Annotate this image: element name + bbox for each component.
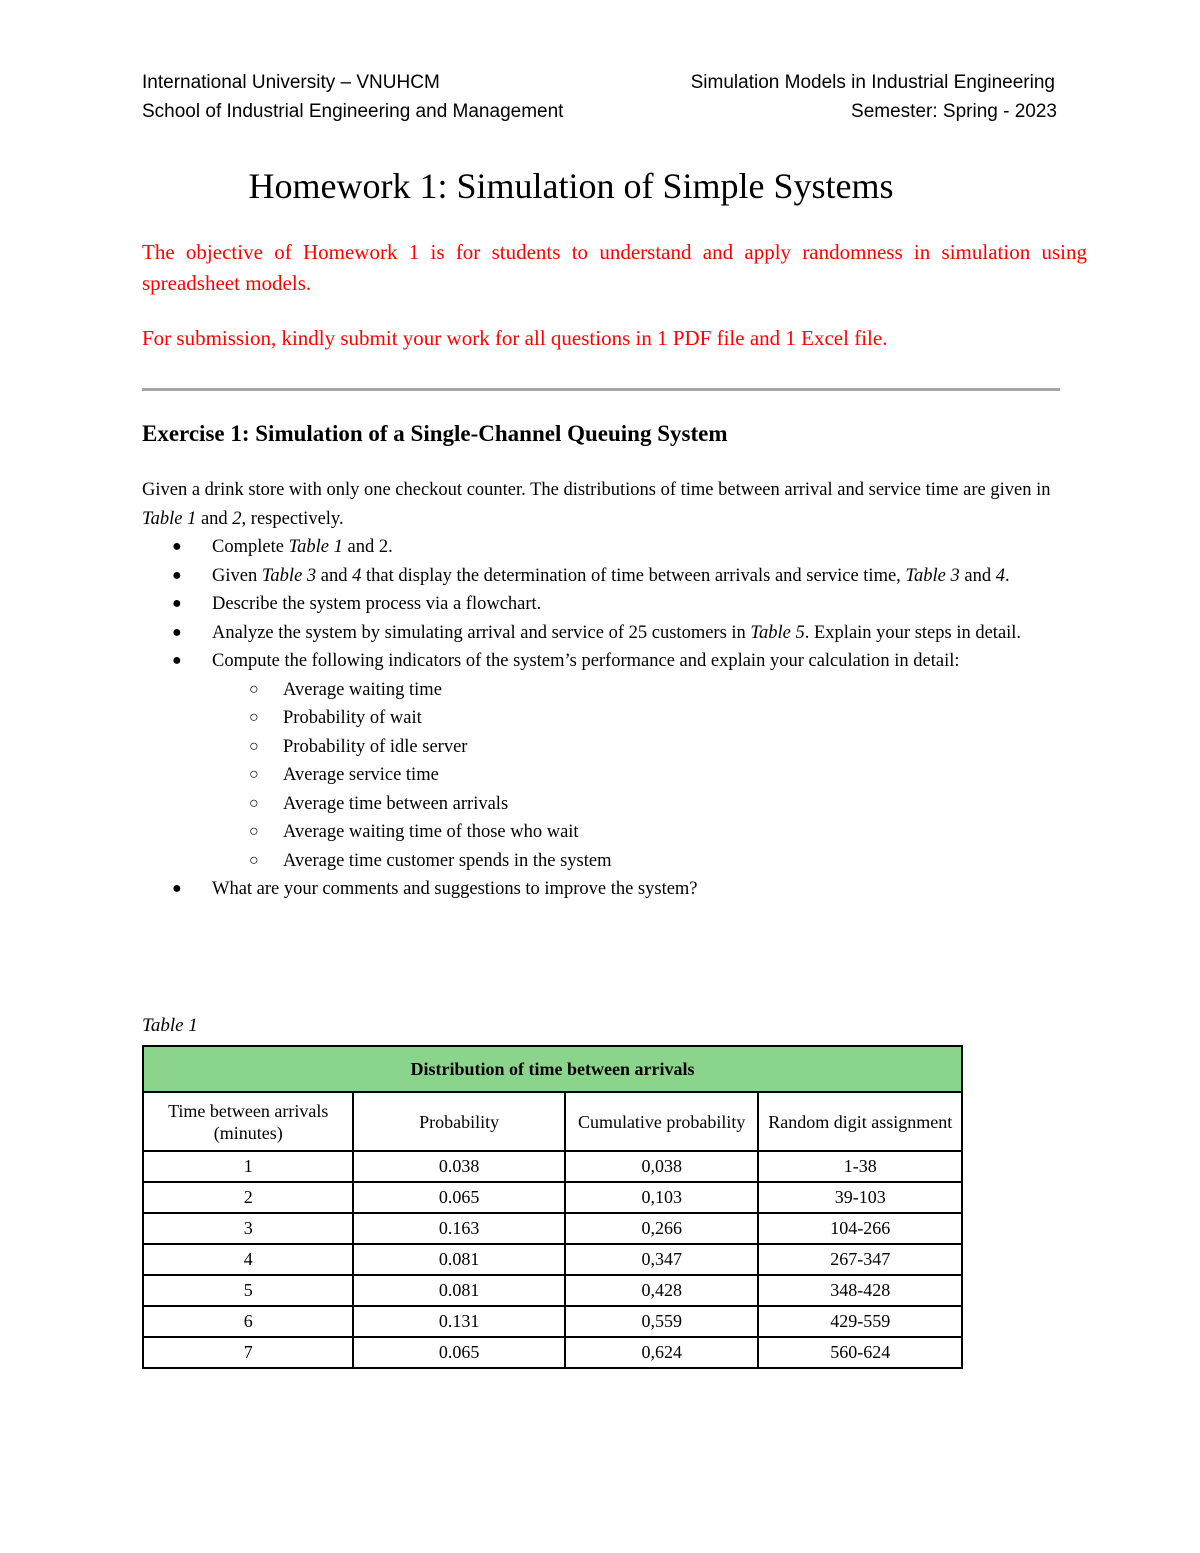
table-cell: 1 [143, 1151, 353, 1182]
table-cell: 4 [143, 1244, 353, 1275]
header-semester: Semester: Spring - 2023 [851, 101, 1057, 122]
table-cell: 429-559 [758, 1306, 962, 1337]
task-list [142, 533, 1057, 904]
indicator-item [142, 761, 1057, 790]
intro-table-ref-1: Table 1 [142, 508, 197, 529]
indicator-text: Average time customer spends in the system [283, 850, 612, 871]
indicator-text: Probability of wait [283, 708, 422, 728]
table-cell: 7 [143, 1337, 353, 1368]
table-row [143, 1306, 962, 1337]
bullet-circle-icon: ○ [249, 737, 259, 755]
indicator-text: Average service time [283, 765, 439, 785]
column-header: Probability [353, 1092, 564, 1151]
bullet-dot-icon: ● [172, 538, 182, 555]
table-cell: 0.038 [353, 1151, 564, 1182]
indicator-text: Average waiting time [283, 679, 442, 700]
task-table-ref: 4 [995, 565, 1005, 586]
bullet-dot-icon: ● [172, 566, 182, 584]
task-table-ref: Table 5 [750, 622, 805, 643]
table-cell: 0,347 [565, 1244, 759, 1275]
table-cell: 0.065 [353, 1337, 564, 1368]
exercise-intro [142, 476, 1057, 533]
table-cell: 39-103 [758, 1182, 962, 1213]
task-text: and [316, 565, 353, 586]
header-course: Simulation Models in Industrial Engineering [690, 72, 1055, 93]
header-school: School of Industrial Engineering and Management [142, 101, 564, 122]
column-header: Random digit assignment [758, 1092, 962, 1151]
table-row [143, 1213, 962, 1244]
table-cell: 0,559 [565, 1306, 759, 1337]
table-cell: 0.081 [353, 1275, 564, 1306]
table-cell: 0.065 [353, 1182, 564, 1213]
table-cell: 6 [143, 1306, 353, 1337]
task-text: Given [212, 565, 262, 586]
submission-text: For submission, kindly submit your work for all questions in 1 PDF file and 1 Excel file. [142, 326, 888, 350]
table-cell: 0.131 [353, 1306, 564, 1337]
task-item [142, 619, 1057, 648]
intro-text-a: Given a drink store with only one checkout counter. The distributions of time between arrival and service time are given in [142, 480, 1051, 500]
intro-table-ref-2: 2 [232, 508, 242, 529]
table-cell: 348-428 [758, 1275, 962, 1306]
indicator-item [142, 847, 1057, 876]
task-text: and [959, 565, 996, 586]
indicator-text: Average time between arrivals [283, 793, 509, 814]
table-caption-row [143, 1046, 962, 1092]
table-cell: 0,624 [565, 1337, 759, 1368]
bullet-circle-icon: ○ [249, 709, 259, 726]
exercise-body [142, 476, 1057, 904]
task-text: Complete [212, 537, 289, 557]
bullet-dot-icon: ● [172, 652, 182, 669]
table-row [143, 1244, 962, 1275]
table-cell: 0.081 [353, 1244, 564, 1275]
table-cell: 0,266 [565, 1213, 759, 1244]
table-row [143, 1182, 962, 1213]
task-item [142, 590, 1057, 619]
indicator-item [142, 733, 1057, 762]
intro-text-b: and [196, 508, 233, 529]
objective-text: The objective of Homework 1 is for students to understand and apply randomness in simulation using spreadsheet models. [142, 240, 1087, 295]
task-text: . Explain your steps in detail. [804, 622, 1022, 643]
task-text: Analyze the system by simulating arrival and service of 25 customers in [212, 622, 751, 643]
table-row [143, 1337, 962, 1368]
table-cell: 5 [143, 1275, 353, 1306]
table-label: Table 1 [142, 1015, 198, 1036]
task-text: Compute the following indicators of the system’s performance and explain your calculation in detail: [212, 651, 960, 671]
bullet-dot-icon: ● [172, 623, 182, 641]
task-table-ref: Table 1 [288, 537, 343, 557]
table-cell: 1-38 [758, 1151, 962, 1182]
column-header: Time between arrivals (minutes) [143, 1092, 353, 1151]
table-cell: 0,038 [565, 1151, 759, 1182]
indicator-list [212, 676, 1057, 876]
bullet-circle-icon: ○ [249, 766, 259, 783]
bullet-circle-icon: ○ [249, 851, 259, 869]
table-row [143, 1275, 962, 1306]
task-text: and 2. [342, 537, 393, 557]
task-table-ref: Table 3 [905, 565, 960, 586]
task-item [142, 647, 1057, 875]
table-cell: 0.163 [353, 1213, 564, 1244]
indicator-item [142, 676, 1057, 705]
arrival-distribution-table [142, 1045, 963, 1369]
task-item [142, 562, 1057, 591]
task-item [142, 875, 1057, 904]
exercise-title: Exercise 1: Simulation of a Single-Channel Queuing System [142, 421, 728, 446]
bullet-circle-icon: ○ [249, 794, 259, 812]
intro-text-c: , respectively. [241, 508, 344, 529]
indicator-text: Average waiting time of those who wait [283, 822, 579, 842]
task-table-ref: 4 [352, 565, 362, 586]
bullet-dot-icon: ● [172, 880, 182, 897]
table-cell: 104-266 [758, 1213, 962, 1244]
horizontal-divider [142, 388, 1060, 391]
table-row [143, 1151, 962, 1182]
table-header-row [143, 1092, 962, 1151]
column-header: Cumulative probability [565, 1092, 759, 1151]
indicator-item [142, 790, 1057, 819]
task-text: Describe the system process via a flowchart. [212, 594, 542, 614]
indicator-text: Probability of idle server [283, 736, 468, 757]
task-text: What are your comments and suggestions to improve the system? [212, 879, 698, 899]
bullet-dot-icon: ● [172, 595, 182, 612]
indicator-item [142, 818, 1057, 847]
task-text: . [1004, 565, 1010, 586]
header-university: International University – VNUHCM [142, 72, 440, 93]
table-cell: 0,428 [565, 1275, 759, 1306]
table-caption: Distribution of time between arrivals [143, 1046, 962, 1092]
table-cell: 0,103 [565, 1182, 759, 1213]
task-table-ref: Table 3 [261, 565, 317, 586]
task-item [142, 533, 1057, 562]
bullet-circle-icon: ○ [249, 823, 259, 840]
page-title: Homework 1: Simulation of Simple Systems [248, 166, 894, 206]
table-cell: 3 [143, 1213, 353, 1244]
table-cell: 2 [143, 1182, 353, 1213]
bullet-circle-icon: ○ [249, 680, 259, 698]
indicator-item [142, 704, 1057, 733]
table-cell: 560-624 [758, 1337, 962, 1368]
task-text: that display the determination of time between arrivals and service time, [361, 565, 906, 586]
table-cell: 267-347 [758, 1244, 962, 1275]
